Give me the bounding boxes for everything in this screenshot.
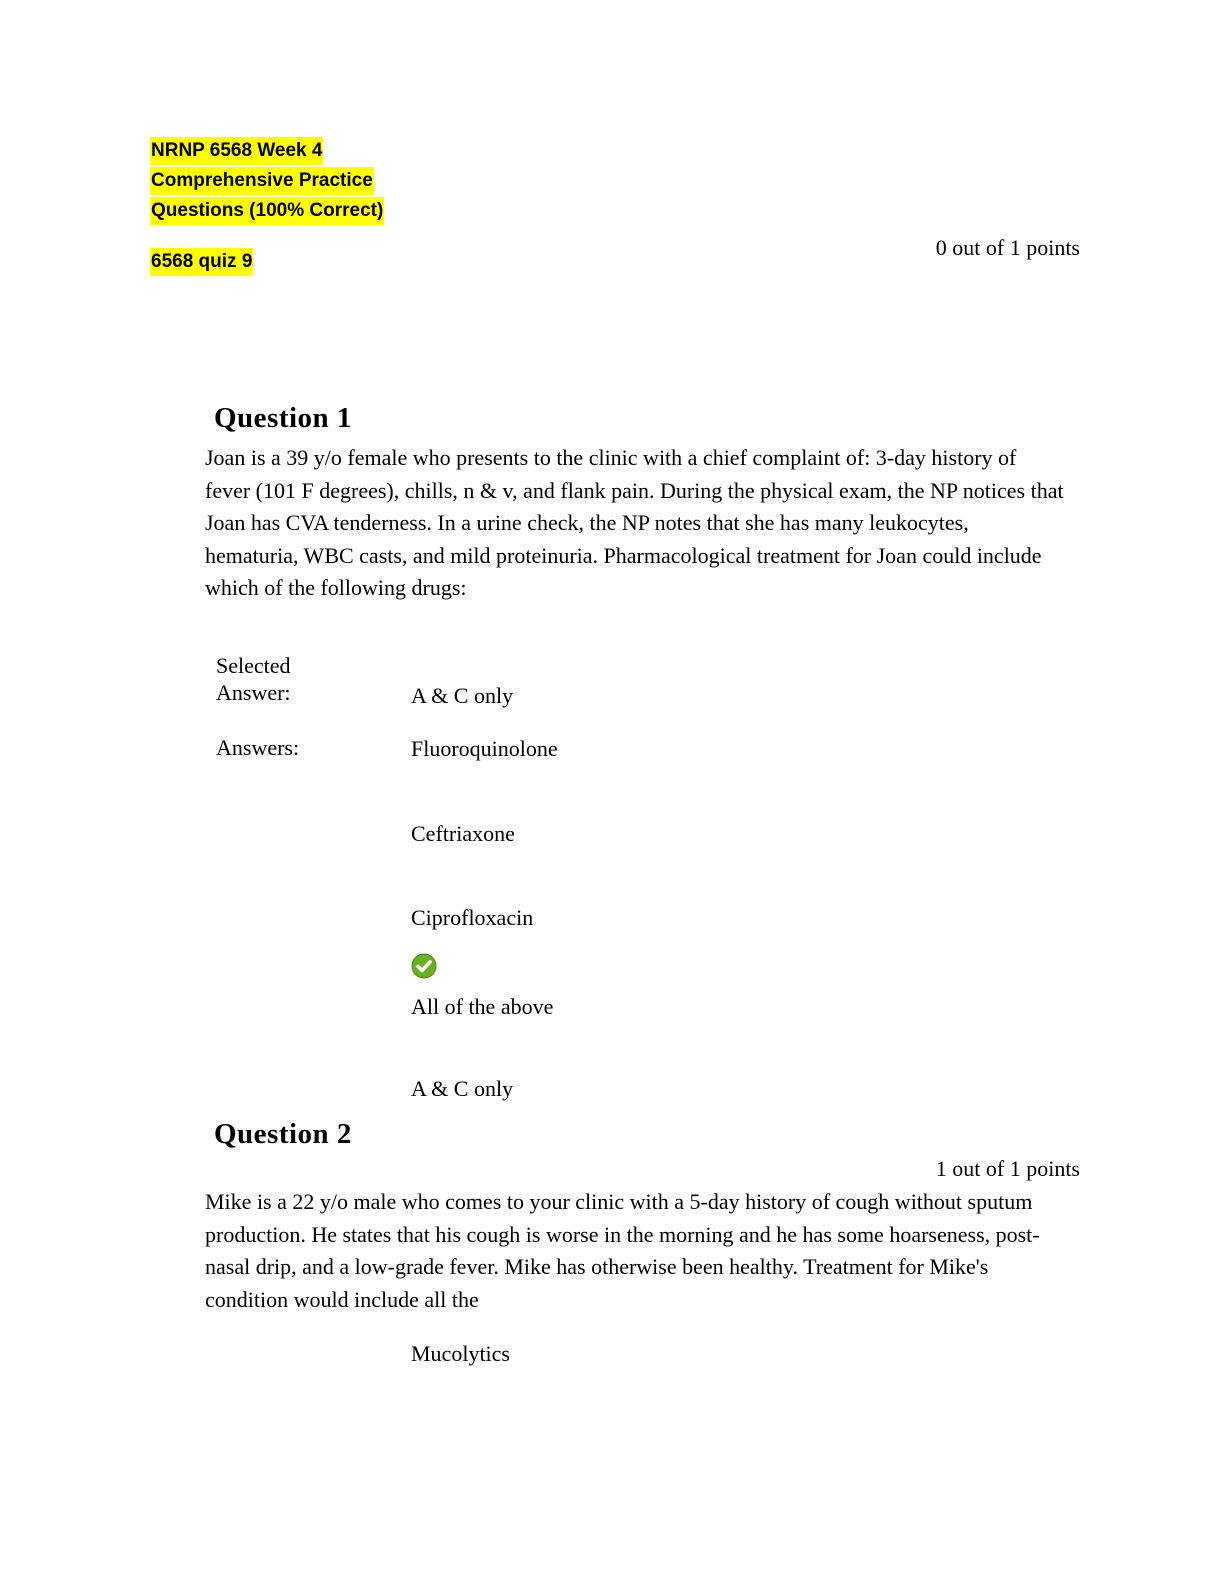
answer-option-5: A & C only xyxy=(411,1076,514,1101)
q1-score: 0 out of 1 points xyxy=(935,235,1080,260)
answer-option-2: Ceftriaxone xyxy=(411,821,515,846)
answers-label: Answers: xyxy=(216,735,300,760)
q2-answer-option-1: Mucolytics xyxy=(411,1341,510,1366)
answer-option-4: All of the above xyxy=(411,994,554,1019)
q1-text: Joan is a 39 y/o female who presents to the clinic with a chief complaint of: 3-day history of fever (101 F degrees), chills, n & v, and flank pain. During the physical exam, the NP notices that Joan has CVA tenderness. In a urine check, the NP notes that she has many leukocytes, hematuria, WBC casts, and mild proteinuria. Pharmacological treatment for Joan could include which of the following drugs: xyxy=(205,445,1064,600)
q2-text: Mike is a 22 y/o male who comes to your clinic with a 5-day history of cough without sputum production. He states that his cough is worse in the morning and he has some hoarseness, post-nasal drip, and a low-grade fever. Mike has otherwise been healthy. Treatment for Mike's condition would include all the xyxy=(205,1189,1040,1312)
check-circle-icon xyxy=(411,953,437,979)
doc-title-line-1: NRNP 6568 Week 4 xyxy=(150,137,323,165)
selected-answer-value: A & C only xyxy=(411,683,514,708)
answer-option-3: Ciprofloxacin xyxy=(411,905,534,930)
selected-answer-label: Selected Answer: xyxy=(216,653,291,705)
q1-title: Question 1 xyxy=(214,402,352,434)
quiz-label: 6568 quiz 9 xyxy=(150,248,253,276)
doc-title-line-3: Questions (100% Correct) xyxy=(150,197,384,225)
q2-score: 1 out of 1 points xyxy=(935,1156,1080,1181)
doc-title-line-2: Comprehensive Practice xyxy=(150,167,374,195)
q2-title: Question 2 xyxy=(214,1118,352,1150)
answer-option-1: Fluoroquinolone xyxy=(411,736,558,761)
